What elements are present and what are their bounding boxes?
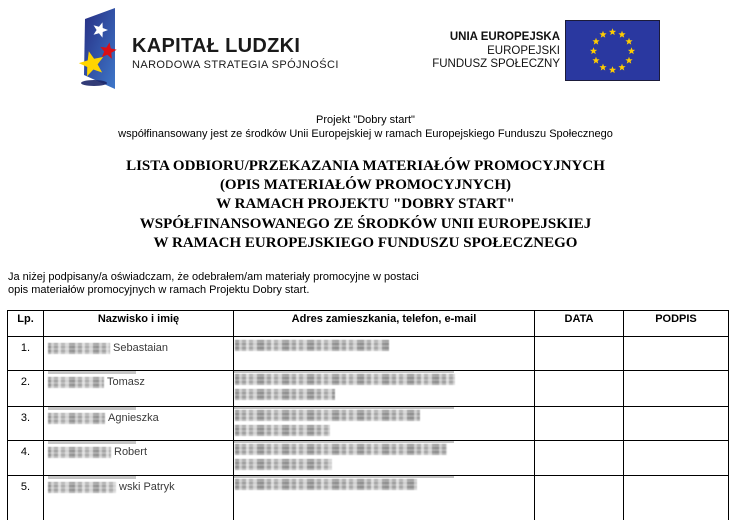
redacted-address [235,389,335,400]
eu-line3: FUNDUSZ SPOŁECZNY [432,58,560,70]
redaction-artifact [234,476,455,479]
redaction-artifact [48,476,136,479]
document-title [0,157,731,253]
name-cell [44,407,234,441]
kapital-ludzki-title: KAPITAŁ LUDZKI [132,35,301,57]
lp-cell: 1. [8,337,44,371]
podpis-cell [624,407,729,441]
podpis-cell [624,337,729,371]
name-text: Tomasz [107,376,145,388]
redacted-surname [48,343,110,354]
address-cell [234,371,535,407]
address-cell [234,441,535,476]
redaction-artifact [234,407,455,410]
eu-flag-icon [565,20,660,81]
data-cell [535,371,624,407]
data-cell [535,441,624,476]
project-note-line1: Projekt "Dobry start" [316,114,415,126]
name-cell [44,476,234,520]
address-cell [234,407,535,441]
data-cell [535,407,624,441]
redacted-address [235,459,332,470]
table-row [8,441,729,476]
redacted-address [235,479,417,490]
redacted-address [235,374,455,385]
redacted-address [235,444,447,455]
data-cell [535,337,624,371]
redaction-artifact [48,407,136,410]
name-text: wski Patryk [119,481,175,493]
header-address: Adres zamieszkania, telefon, e-mail [234,311,535,337]
lp-cell: 5. [8,476,44,520]
redacted-surname [48,413,105,424]
eu-line1: UNIA EUROPEJSKA [449,31,560,43]
eu-wordmark [400,31,560,72]
kapital-ludzki-flag-icon [60,6,120,98]
redacted-surname [48,482,116,493]
podpis-cell [624,476,729,520]
title-line-3: W RAMACH PROJEKTU "DOBRY START" [216,196,515,213]
data-cell [535,476,624,520]
recipients-table [7,310,729,520]
name-text: Agnieszka [108,412,159,424]
header-data: DATA [535,311,624,337]
table-row [8,337,729,371]
redaction-artifact [234,441,455,444]
name-text: Robert [114,446,148,458]
declaration-line2: opis materiałów promocyjnych w ramach Projektu Dobry start. [8,284,310,296]
name-cell [44,441,234,476]
table-row [8,476,729,520]
redacted-surname [48,447,111,458]
project-note-line2: współfinansowany jest ze środków Unii Europejskiej w ramach Europejskiego Funduszu Społecznego [118,127,613,140]
lp-cell: 3. [8,407,44,441]
podpis-cell [624,441,729,476]
declaration-paragraph [8,271,478,297]
kapital-ludzki-subtitle: NARODOWA STRATEGIA SPÓJNOŚCI [132,59,339,71]
name-cell [44,337,234,371]
address-cell [234,476,535,520]
lp-cell: 4. [8,441,44,476]
title-line-2: (OPIS MATERIAŁÓW PROMOCYJNYCH) [219,177,512,194]
redaction-artifact [48,371,136,374]
redaction-artifact [234,371,455,374]
header-name: Nazwisko i imię [44,311,234,337]
name-text: Sebastaian [113,342,169,354]
lp-cell: 2. [8,371,44,407]
redacted-address [235,340,389,351]
declaration-line1: Ja niżej podpisany/a oświadczam, że odebrałem/am materiały promocyjne w postaci [8,271,419,283]
podpis-cell [624,371,729,407]
title-line-4: WSPÓŁFINANSOWANEGO ZE ŚRODKÓW UNII EUROPEJSKIEJ [139,215,592,232]
title-line-5: W RAMACH EUROPEJSKIEGO FUNDUSZU SPOŁECZNEGO [153,234,578,251]
eu-line2: EUROPEJSKI [487,44,560,57]
table-row [8,407,729,441]
header-lp: Lp. [8,311,44,337]
redacted-address [235,410,420,421]
table-header-row [8,311,729,337]
redacted-surname [48,377,104,388]
kapital-ludzki-wordmark [132,36,339,71]
header-podpis: PODPIS [624,311,729,337]
redacted-address [235,425,330,436]
address-cell [234,337,535,371]
title-line-1: LISTA ODBIORU/PRZEKAZANIA MATERIAŁÓW PROMOCYJNYCH [126,158,605,174]
name-cell [44,371,234,407]
redaction-artifact [48,441,136,444]
project-note [0,114,731,141]
table-row [8,371,729,407]
